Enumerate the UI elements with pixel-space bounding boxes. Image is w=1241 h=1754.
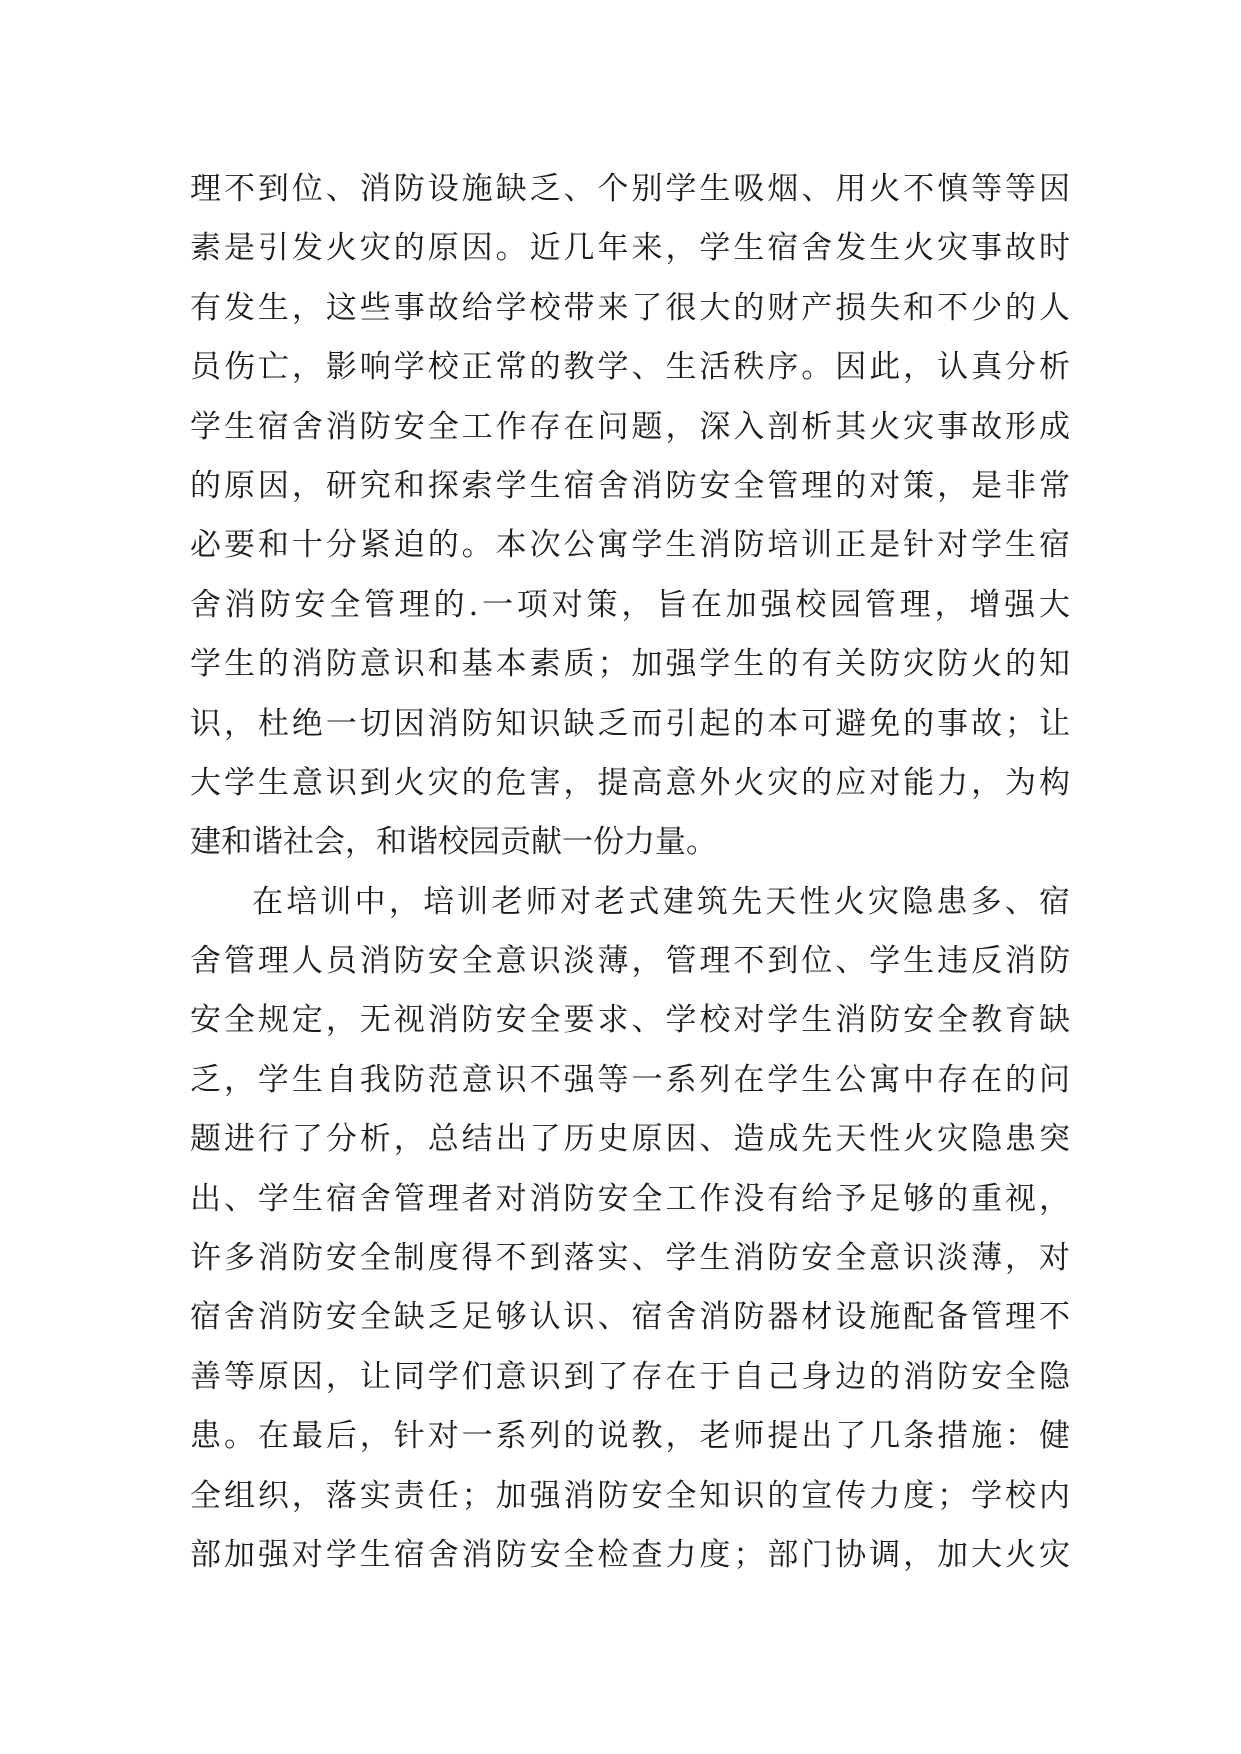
text-line: 必要和十分紧迫的。本次公寓学生消防培训正是针对学生宿 [190, 527, 1070, 564]
text-line: 宿舍消防安全缺乏足够认识、宿舍消防器材设施配备管理不 [190, 1299, 1070, 1336]
text-line: 乏，学生自我防范意识不强等一系列在学生公寓中存在的问 [190, 1061, 1070, 1098]
text-line: 有发生，这些事故给学校带来了很大的财产损失和不少的人 [190, 289, 1070, 326]
text-line: 许多消防安全制度得不到落实、学生消防安全意识淡薄，对 [190, 1240, 1070, 1277]
text-line: 建和谐社会，和谐校园贡献一份力量。 [190, 824, 717, 861]
text-line: 善等原因，让同学们意识到了存在于自己身边的消防安全隐 [190, 1358, 1070, 1395]
text-line: 在培训中，培训老师对老式建筑先天性火灾隐患多、宿 [252, 883, 1070, 920]
text-line: 的原因，研究和探索学生宿舍消防安全管理的对策，是非常 [190, 467, 1070, 504]
text-line: 大学生意识到火灾的危害，提高意外火灾的应对能力，为构 [190, 764, 1070, 801]
text-line: 安全规定，无视消防安全要求、学校对学生消防安全教育缺 [190, 1002, 1070, 1039]
text-line: 学生宿舍消防安全工作存在问题，深入剖析其火灾事故形成 [190, 408, 1070, 445]
paragraph-2 [190, 873, 1070, 1586]
text-line: 出、学生宿舍管理者对消防安全工作没有给予足够的重视， [190, 1180, 1070, 1217]
text-line: 舍管理人员消防安全意识淡薄，管理不到位、学生违反消防 [190, 943, 1070, 980]
text-line: 全组织，落实责任；加强消防安全知识的宣传力度；学校内 [190, 1477, 1070, 1514]
text-line: 患。在最后，针对一系列的说教，老师提出了几条措施：健 [190, 1418, 1070, 1455]
paragraph-1 [190, 160, 1070, 873]
text-line: 题进行了分析，总结出了历史原因、造成先天性火灾隐患突 [190, 1121, 1070, 1158]
text-line: 舍消防安全管理的.一项对策，旨在加强校园管理，增强大 [190, 586, 1070, 623]
text-line: 学生的消防意识和基本素质；加强学生的有关防灾防火的知 [190, 646, 1070, 683]
text-line: 识，杜绝一切因消防知识缺乏而引起的本可避免的事故；让 [190, 705, 1070, 742]
text-line: 部加强对学生宿舍消防安全检查力度；部门协调，加大火灾 [190, 1536, 1070, 1573]
text-line: 素是引发火灾的原因。近几年来，学生宿舍发生火灾事故时 [190, 230, 1070, 267]
document-body [190, 160, 1070, 1585]
text-line: 员伤亡，影响学校正常的教学、生活秩序。因此，认真分析 [190, 349, 1070, 386]
text-line: 理不到位、消防设施缺乏、个别学生吸烟、用火不慎等等因 [190, 171, 1070, 207]
